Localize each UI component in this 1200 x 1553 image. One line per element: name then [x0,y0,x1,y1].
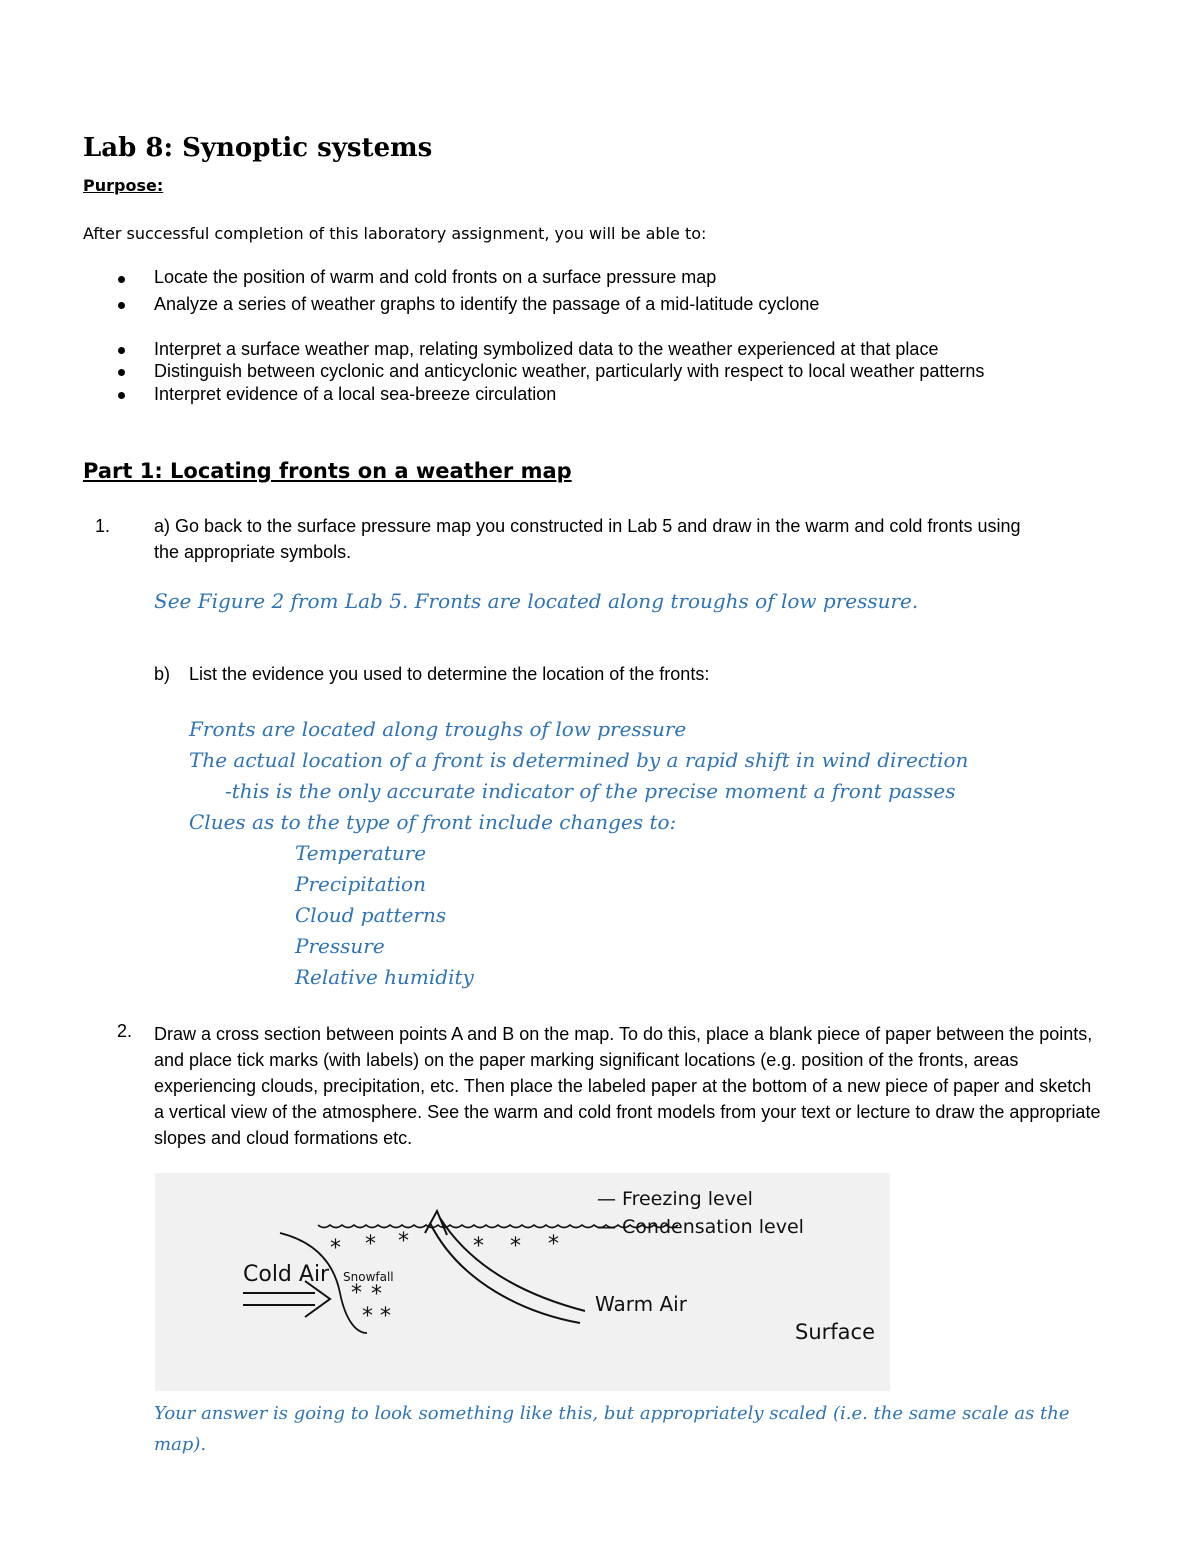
cold-air-label: Cold Air [243,1262,330,1287]
cross-section-sketch [155,1173,890,1391]
bullet-icon [118,392,125,399]
objective-item: Analyze a series of weather graphs to identify the passage of a mid-latitude cyclone [154,294,820,314]
freezing-label: — Freezing level [597,1188,753,1210]
bullet-icon [118,302,125,309]
objective-item: Interpret a surface weather map, relating symbolized data to the weather experienced at that place [154,339,939,359]
svg-text:*: * [473,1234,484,1259]
svg-text:*: * [398,1229,409,1254]
purpose-label: Purpose: [83,176,164,195]
svg-text:*: * [548,1232,559,1257]
clue-item: Pressure [295,934,385,958]
intro-text: After successful completion of this laboratory assignment, you will be able to: [83,224,707,243]
question-label: b) [154,664,171,684]
clue-item: Temperature [295,841,427,865]
question-number: 1. [95,516,111,536]
bullet-icon [118,347,125,354]
part1-heading: Part 1: Locating fronts on a weather map [83,459,572,483]
answer-text: Fronts are located along troughs of low pressure [189,717,687,741]
snowfall-label: Snowfall [343,1270,394,1284]
clue-item: Precipitation [295,872,426,896]
answer-text: The actual location of a front is determined by a rapid shift in wind direction [189,748,969,772]
svg-text:*: * [510,1234,521,1259]
svg-text:*: * [371,1282,382,1307]
question-text: the appropriate symbols. [154,542,352,562]
svg-text:*: * [362,1304,373,1329]
page-title: Lab 8: Synoptic systems [83,133,433,163]
question-text: List the evidence you used to determine the location of the fronts: [189,664,710,684]
answer-text: Clues as to the type of front include changes to: [189,810,677,834]
answer-text: See Figure 2 from Lab 5. Fronts are located along troughs of low pressure. [154,589,919,613]
question-number: 2. [117,1021,133,1041]
svg-text:*: * [365,1232,376,1257]
objective-item: Locate the position of warm and cold fronts on a surface pressure map [154,267,717,287]
bullet-icon [118,369,125,376]
clue-item: Cloud patterns [295,903,447,927]
answer-text: -this is the only accurate indicator of the precise moment a front passes [225,779,956,803]
svg-text:*: * [330,1236,341,1261]
question-text: a) Go back to the surface pressure map you constructed in Lab 5 and draw in the warm and cold fronts using [154,516,1021,536]
svg-text:*: * [380,1304,391,1329]
warm-air-label: Warm Air [595,1292,687,1316]
objective-item: Interpret evidence of a local sea-breeze circulation [154,384,557,404]
question-text: Draw a cross section between points A and B on the map. To do this, place a blank piece of paper between the points, and place tick marks (with labels) on the paper marking significant locations (e.g. position of the fronts, areas experiencing clouds, precipitation, etc. Then place the labeled paper at the bottom of a new piece of paper and sketch a vertical view of the atmosphere. See the warm and cold front models from your text or lecture to draw the appropriate slopes and cloud formations etc. [154,1024,1101,1148]
clue-item: Relative humidity [295,965,474,989]
answer-text: Your answer is going to look something like this, but appropriately scaled (i.e. the same scale as the map). [154,1403,1070,1455]
svg-text:*: * [351,1281,362,1306]
surface-label: Surface [795,1320,876,1344]
condensation-label: — Condensation level [597,1216,804,1238]
objective-item: Distinguish between cyclonic and anticyclonic weather, particularly with respect to local weather patterns [154,361,985,381]
bullet-icon [118,276,125,283]
